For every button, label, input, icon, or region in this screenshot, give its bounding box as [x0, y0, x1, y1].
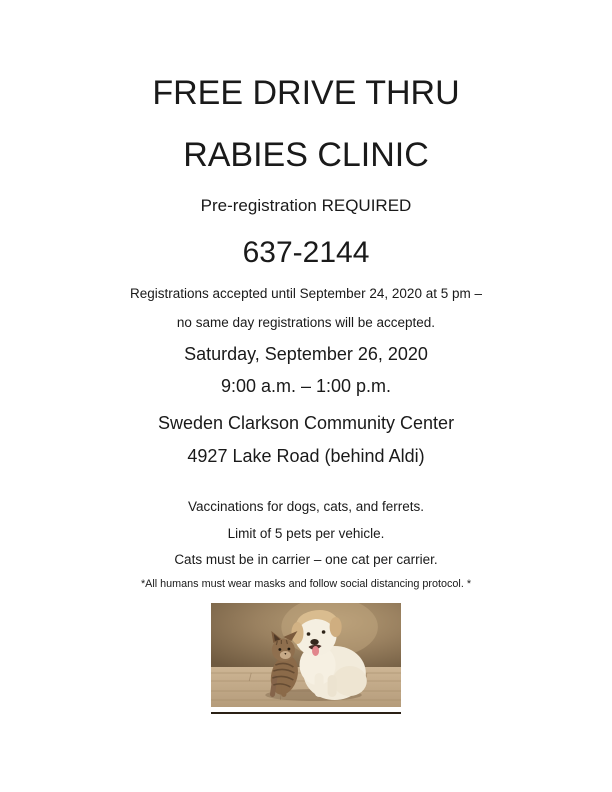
flyer-title-line2: RABIES CLINIC: [183, 136, 429, 174]
flyer-title-line1: FREE DRIVE THRU: [152, 74, 460, 112]
deadline-line2: no same day registrations will be accepted.: [176, 315, 436, 330]
event-date: Saturday, September 26, 2020: [184, 344, 428, 364]
photo-underline: [211, 712, 401, 714]
venue-name: Sweden Clarkson Community Center: [157, 413, 455, 433]
phone-number: 637-2144: [242, 236, 370, 269]
preregistration-note: Pre-registration REQUIRED: [200, 196, 412, 215]
venue-address: 4927 Lake Road (behind Aldi): [187, 446, 425, 466]
rule-pet-limit: Limit of 5 pets per vehicle.: [227, 526, 385, 541]
rule-vaccinations: Vaccinations for dogs, cats, and ferrets.: [187, 499, 425, 514]
kitten-and-puppy-illustration: [211, 603, 401, 707]
event-time: 9:00 a.m. – 1:00 p.m.: [220, 376, 392, 396]
pets-photo: [211, 603, 401, 707]
rule-cat-carrier: Cats must be in carrier – one cat per carrier.: [174, 552, 438, 567]
mask-footnote: *All humans must wear masks and follow social distancing protocol. *: [140, 578, 472, 590]
deadline-line1: Registrations accepted until September 24, 2020 at 5 pm –: [130, 286, 482, 301]
